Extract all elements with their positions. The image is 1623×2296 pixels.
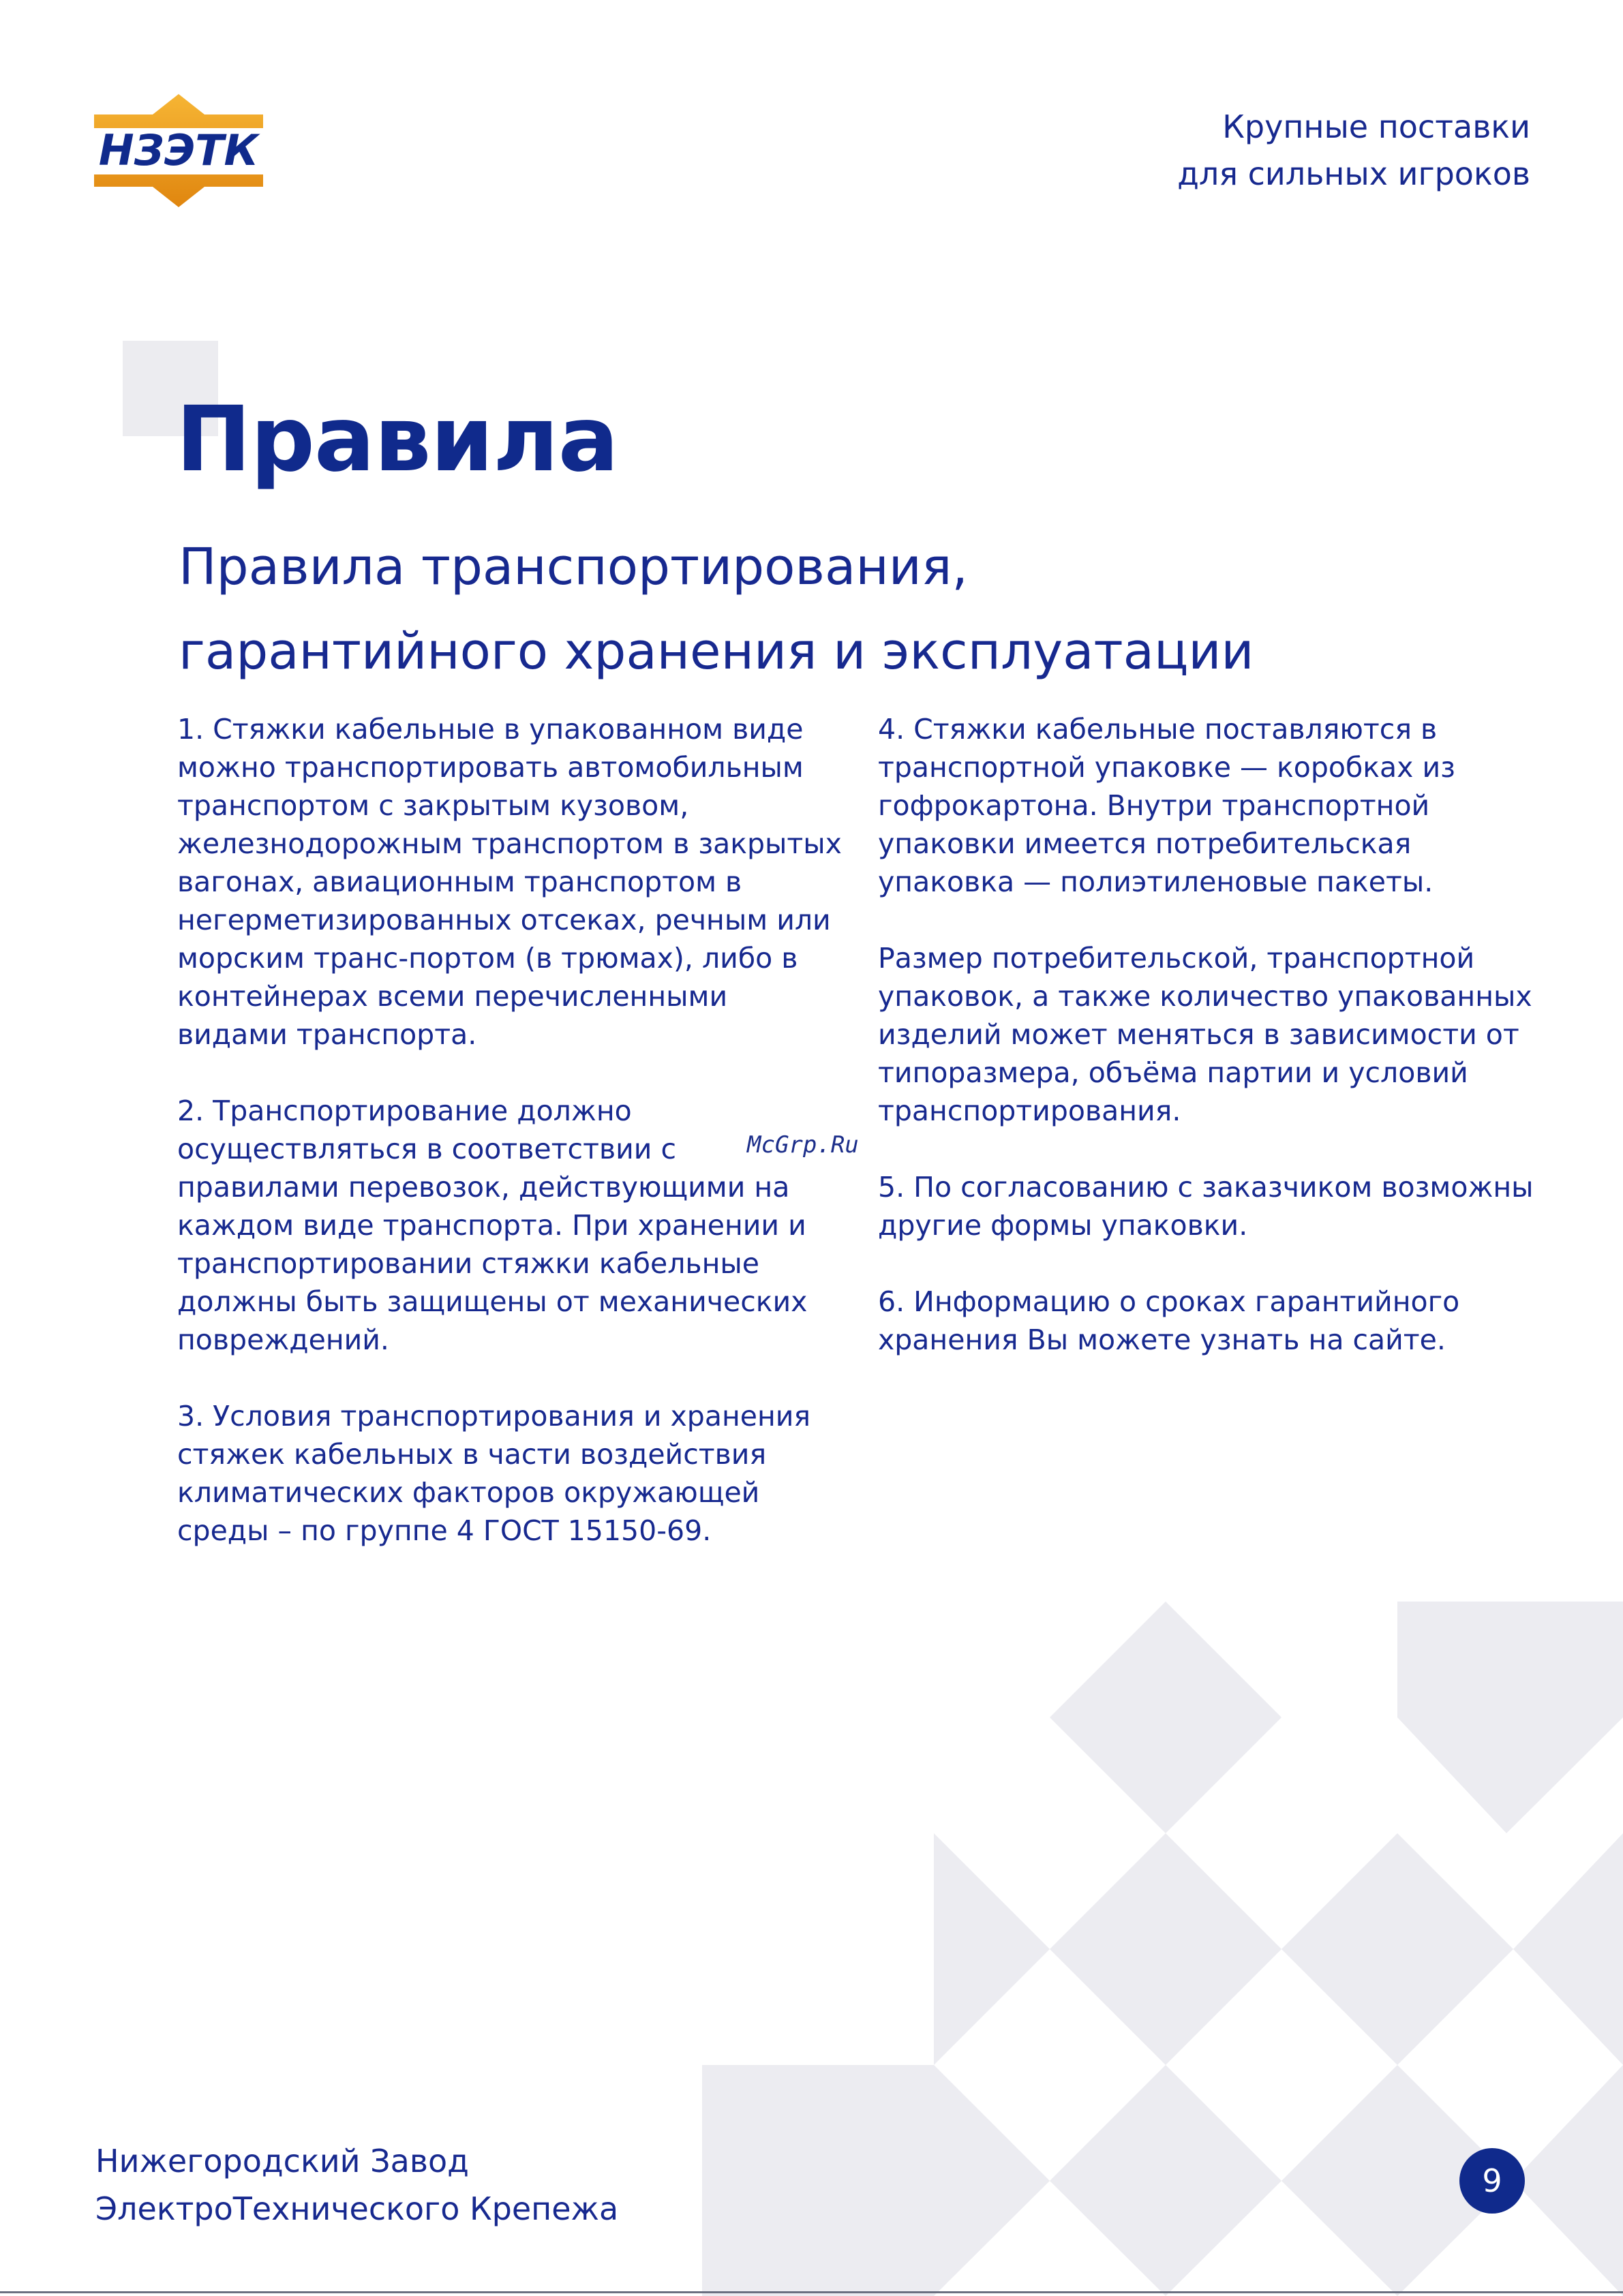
subtitle-line-2: гарантийного хранения и эксплуатации bbox=[179, 622, 1254, 681]
company-line-2: ЭлектроТехнического Крепежа bbox=[95, 2190, 619, 2227]
logo-lettering: НЗЭТК bbox=[98, 125, 259, 175]
rule-paragraph-3: 3. Условия транспортирования и хранения стяжек кабельных в части воздействия климатических факторов окружающей среды – по группе 4 ГОСТ 15150-69. bbox=[177, 1400, 811, 1547]
rule-paragraph-6: 6. Информацию о сроках гарантийного хранения Вы можете узнать на сайте. bbox=[878, 1285, 1460, 1356]
bottom-divider bbox=[0, 2291, 1623, 2293]
rule-paragraph-4: 4. Стяжки кабельные поставляются в транспортной упаковке — коробках из гофрокартона. Внутри транспортной упаковки имеется потребительская упаковка — полиэтиленовые пакеты. bbox=[878, 713, 1455, 898]
footer-company bbox=[95, 2137, 618, 2233]
tagline-line-2: для сильных игроков bbox=[1177, 155, 1530, 192]
tagline bbox=[1177, 104, 1530, 198]
left-column bbox=[177, 710, 845, 1588]
packaging-size-paragraph: Размер потребительской, транспортной упаковок, а также количество упакованных изделий может меняться в зависимости от типоразмера, объёма партии и условий транспортирования. bbox=[878, 942, 1532, 1127]
brand-logo bbox=[94, 94, 263, 207]
right-column bbox=[878, 710, 1546, 1397]
page-number-badge: 9 bbox=[1459, 2148, 1525, 2214]
watermark: McGrp.Ru bbox=[747, 1131, 859, 1159]
rule-paragraph-1: 1. Стяжки кабельные в упакованном виде можно транспортировать автомобильным транспортом с закрытым кузовом, железнодорожным транспортом в закрытых вагонах, авиационным транспортом в негерметизированных отсеках, речным или морским транс-портом (в трюмах), либо в контейнерах всеми перечисленными видами транспорта. bbox=[177, 713, 842, 1051]
company-line-1: Нижегородский Завод bbox=[95, 2143, 469, 2179]
page-subtitle bbox=[179, 525, 1254, 694]
subtitle-line-1: Правила транспортирования, bbox=[179, 538, 968, 596]
tagline-line-1: Крупные поставки bbox=[1222, 108, 1530, 145]
rule-paragraph-5: 5. По согласованию с заказчиком возможны другие формы упаковки. bbox=[878, 1171, 1534, 1242]
page-title: Правила bbox=[176, 387, 618, 492]
rule-paragraph-2: 2. Транспортирование должно осуществляться в соответствии с правилами перевозок, действующими на каждом виде транспорта. При хранении и транспортировании стяжки кабельные должны быть защищены от механических повреждений. bbox=[177, 1095, 808, 1356]
